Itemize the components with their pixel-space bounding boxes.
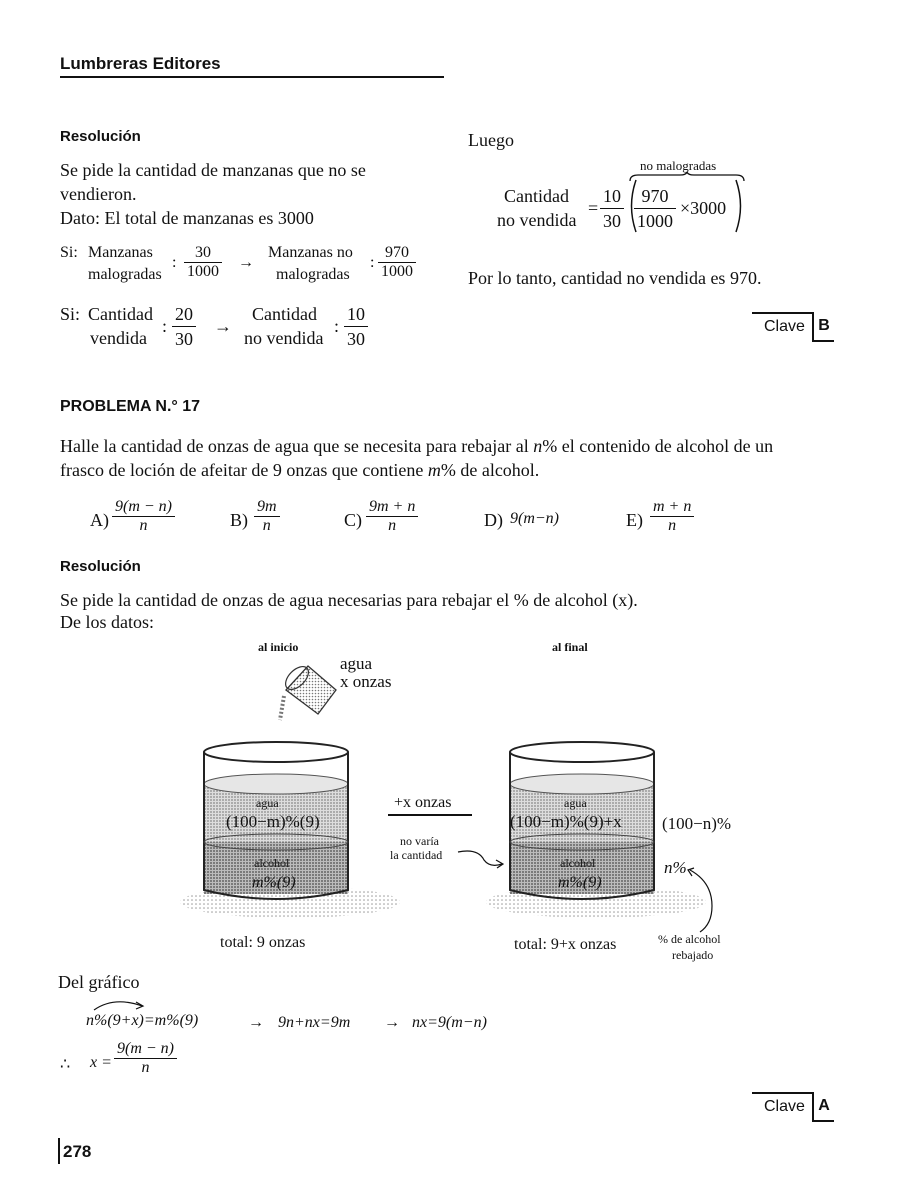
x-onzas-label: x onzas [340,672,392,691]
option-c-letter: C) [344,510,362,530]
overbrace-icon [628,172,746,182]
right-total-label: total: 9+x onzas [514,936,617,953]
del-grafico-label: Del gráfico [58,972,140,992]
final-fraction: $\frac{9(m - n)}{n}$ [114,1040,177,1076]
right-paren-icon [734,178,746,234]
resolution-title: Resolución [60,558,141,575]
colon: : [172,254,177,271]
rebajado-label: % de alcohol [658,932,721,946]
times-3000: ×3000 [680,198,727,218]
malogradas-label: malogradas [88,266,162,283]
left-total-label: total: 9 onzas [220,934,306,951]
left-alcohol-label: alcohol [254,856,290,870]
right-alcohol-percent: n% [664,858,687,877]
x-equals: x = [90,1054,112,1071]
si-label: Si: [60,304,81,324]
option-a-fraction: $\frac{9(m - n)}{n}$ [112,498,175,534]
right-agua-percent: (100−n)% [662,814,732,833]
problem-statement: frasco de loción de afeitar de 9 onzas que contiene m% de alcohol. [60,460,540,480]
pouring-cup-icon [272,662,344,722]
al-final-label: al final [552,640,588,654]
therefore-symbol: ∴ [60,1056,71,1073]
clave-answer-box: B [812,312,834,342]
resolution-line: Se pide la cantidad de manzanas que no se [60,160,366,180]
page-number-rule [58,1138,60,1164]
cantidad-label: Cantidad [504,186,569,206]
resolution-line: vendieron. [60,184,137,204]
rebajado-label: rebajado [672,948,714,962]
arrow: → [248,1014,264,1031]
colon: : [334,316,340,336]
left-agua-label: agua [256,796,279,810]
malogradas-label: malogradas [276,266,350,283]
no-vendida-label: no vendida [244,328,324,348]
cantidad-label: Cantidad [252,304,317,324]
option-e-letter: E) [626,510,643,530]
option-b-letter: B) [230,510,248,530]
clave-rule [752,312,812,314]
resolution-line: De los datos: [60,612,154,632]
fraction-20-30: $\frac{20}{30}$ [172,302,196,351]
manzanas-no-label: Manzanas no [268,244,353,261]
option-b-fraction: $\frac{9m}{n}$ [254,498,280,534]
clave-rule [752,1092,812,1094]
resolution-line: Se pide la cantidad de onzas de agua necesarias para rebajar el % de alcohol (x). [60,590,638,610]
problem-statement: Halle la cantidad de onzas de agua que se necesita para rebajar al n% el contenido de alcohol de un [60,436,774,456]
fraction-30-1000: $\frac{30}{1000}$ [184,244,222,280]
fraction-10-30: $\frac{10}{30}$ [600,184,624,233]
equation-1: n%(9+x)=m%(9) [86,1012,199,1029]
option-d-letter: D) [484,510,503,530]
colon: : [162,316,168,336]
fraction-970-1000: $\frac{970}{1000}$ [634,184,676,233]
no-varia-label: no varía [400,834,439,848]
option-c-fraction: $\frac{9m + n}{n}$ [366,498,418,534]
arrow: → [214,316,232,336]
left-agua-expression: (100−m)%(9) [226,812,320,831]
la-cantidad-label: la cantidad [390,848,443,862]
luego-label: Luego [468,130,514,150]
right-alcohol-expression: m%(9) [558,874,602,891]
rebajado-arrow-icon [680,866,720,936]
option-a-letter: A) [90,510,109,530]
vendida-label: vendida [90,328,147,348]
clave-label: Clave [764,318,805,335]
equation-2: 9n+nx=9m [278,1014,351,1031]
left-alcohol-expression: m%(9) [252,874,296,891]
equation-3: nx=9(m−n) [412,1014,487,1031]
fraction-970-1000: $\frac{970}{1000}$ [378,244,416,280]
arrow: → [384,1014,400,1031]
cantidad-label: Cantidad [88,304,153,324]
curved-brace-icon [90,996,154,1012]
fraction-10-30: $\frac{10}{30}$ [344,302,368,351]
colon: : [370,254,375,271]
resolution-line: Dato: El total de manzanas es 3000 [60,208,314,228]
page-number: 278 [63,1142,92,1161]
manzanas-label: Manzanas [88,244,153,261]
problem-title: PROBLEMA N.° 17 [60,398,201,415]
clave-answer-box: A [812,1092,834,1122]
right-agua-expression: (100−m)%(9)+x [510,812,622,831]
option-d-text: 9(m−n) [510,510,560,527]
brace-label: no malogradas [640,158,717,173]
resolution-title: Resolución [60,128,141,145]
equals-sign: = [588,198,599,218]
arrow: → [238,254,254,271]
right-agua-label: agua [564,796,587,810]
publisher-header: Lumbreras Editores [60,54,221,73]
al-inicio-label: al inicio [258,640,299,654]
conclusion-text: Por lo tanto, cantidad no vendida es 970. [468,268,762,288]
plus-x-label: +x onzas [394,794,452,811]
clave-label: Clave [764,1098,805,1115]
no-vendida-label: no vendida [497,210,577,230]
si-label: Si: [60,244,78,261]
header-rule [60,76,444,78]
option-e-fraction: $\frac{m + n}{n}$ [650,498,694,534]
right-alcohol-label: alcohol [560,856,596,870]
agua-label: agua [340,654,373,673]
